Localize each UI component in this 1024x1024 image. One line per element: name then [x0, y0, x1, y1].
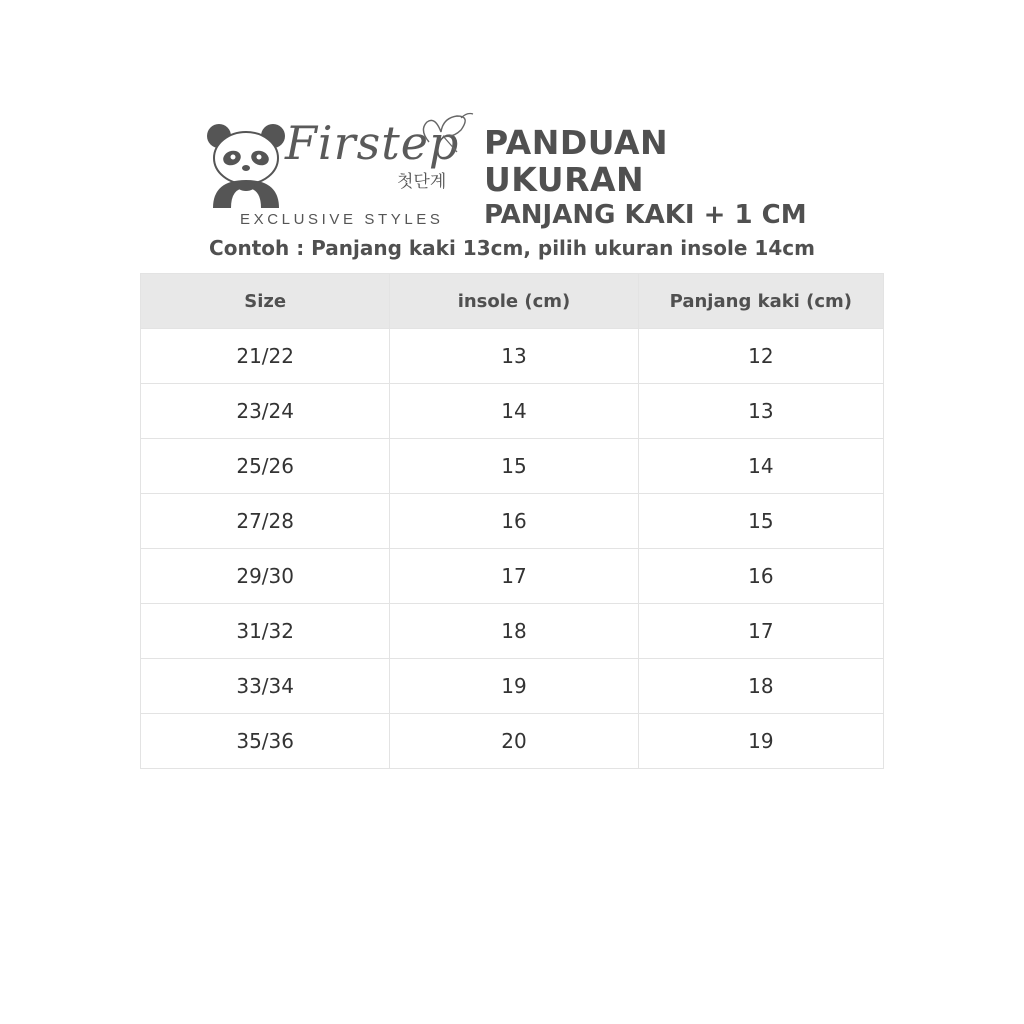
title-line-2: UKURAN — [484, 160, 645, 199]
cell-insole: 15 — [390, 439, 638, 494]
cell-panjang-kaki: 16 — [638, 549, 883, 604]
panda-icon — [205, 122, 287, 208]
cell-insole: 18 — [390, 604, 638, 659]
brand-logo — [205, 112, 477, 232]
table-row — [141, 494, 884, 549]
cell-size: 31/32 — [141, 604, 390, 659]
table-row — [141, 714, 884, 769]
cell-panjang-kaki: 13 — [638, 384, 883, 439]
cell-size: 33/34 — [141, 659, 390, 714]
cell-insole: 13 — [390, 329, 638, 384]
cell-size: 25/26 — [141, 439, 390, 494]
table-row — [141, 659, 884, 714]
cell-insole: 20 — [390, 714, 638, 769]
table-row — [141, 604, 884, 659]
cell-insole: 16 — [390, 494, 638, 549]
butterfly-icon — [417, 112, 475, 158]
cell-size: 27/28 — [141, 494, 390, 549]
cell-panjang-kaki: 19 — [638, 714, 883, 769]
cell-insole: 14 — [390, 384, 638, 439]
table-row — [141, 384, 884, 439]
cell-panjang-kaki: 18 — [638, 659, 883, 714]
title-line-1: PANDUAN — [484, 123, 669, 162]
title-line-3: PANJANG KAKI + 1 CM — [484, 200, 807, 230]
header-size: Size — [141, 274, 390, 329]
cell-insole: 19 — [390, 659, 638, 714]
brand-name: Firstep — [285, 116, 460, 170]
cell-size: 29/30 — [141, 549, 390, 604]
header-panjang-kaki: Panjang kaki (cm) — [638, 274, 883, 329]
page-title — [484, 124, 807, 232]
size-table — [140, 273, 884, 769]
table-row — [141, 329, 884, 384]
cell-size: 23/24 — [141, 384, 390, 439]
brand-korean-name: 첫단계 — [397, 172, 447, 192]
cell-insole: 17 — [390, 549, 638, 604]
header-insole: insole (cm) — [390, 274, 638, 329]
cell-panjang-kaki: 15 — [638, 494, 883, 549]
table-row — [141, 439, 884, 494]
brand-tagline: EXCLUSIVE STYLES — [240, 211, 444, 228]
example-note: Contoh : Panjang kaki 13cm, pilih ukuran insole 14cm — [209, 236, 815, 260]
cell-panjang-kaki: 12 — [638, 329, 883, 384]
cell-size: 21/22 — [141, 329, 390, 384]
cell-size: 35/36 — [141, 714, 390, 769]
table-header-row — [141, 274, 884, 329]
cell-panjang-kaki: 14 — [638, 439, 883, 494]
cell-panjang-kaki: 17 — [638, 604, 883, 659]
table-row — [141, 549, 884, 604]
